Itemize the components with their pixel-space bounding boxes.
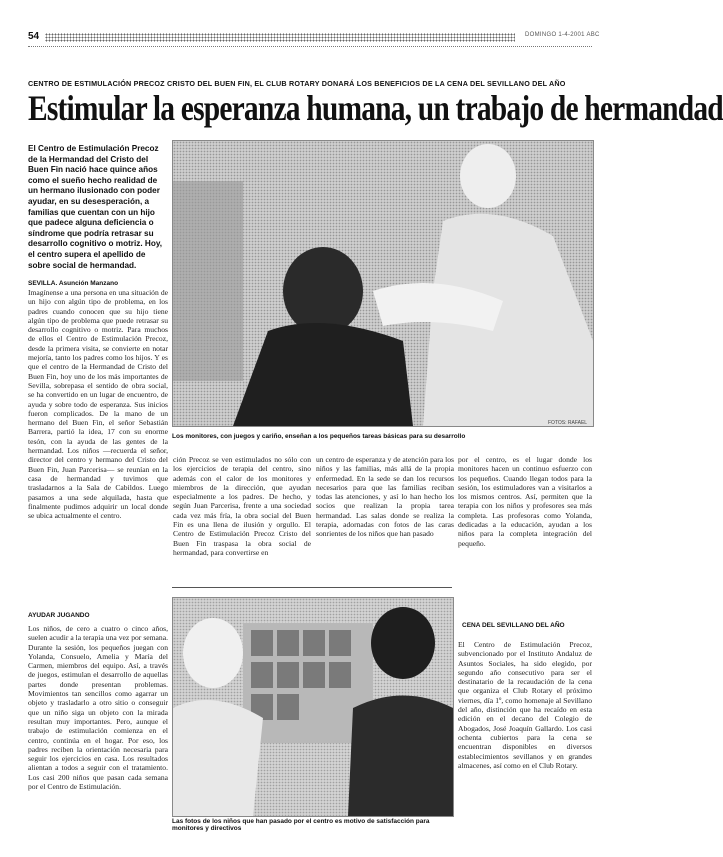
body-column-1b: Los niños, de cero a cuatro o cinco años, suelen acudir a la terapia una vez por semana. Durante la sesión, los pequeños juegan con Yolanda, Consuelo, Amelia y María del Carmen, miembros del equipo. Así, a través de juegos, estimulan el desarrollo de aquellas partes donde presentan problemas. Movimientos tan sencillos como agarrar un objeto y trasladarlo a otro sitio o conseguir que un niño siga un objeto con la mirada resultan muy importantes. Pero, aunque el trabajo de estimulación comienza en el centro, continúa en el hogar. Por eso, los padres reciben la orientación necesaria para seguir los ejercicios en casa. Los resultados alientan a todos a seguir con el tratamiento. Los casi 200 niños que pasan cada semana por el Centro de Estimulación. [28, 624, 168, 792]
byline: SEVILLA. Asunción Manzano [28, 280, 119, 287]
body-column-4: por el centro, es el lugar donde los monitores hacen un continuo esfuerzo con los pequeños. Cuando llegan todos para la sesión, los estimuladores van a visitarlos a los mismos centros. Así, permiten que la terapia con los niños y profesores sea más completa. Las profesoras como Yolanda, dedicadas a la educación, ayudan a los niños para la completa integración del pequeño. [458, 455, 592, 548]
main-photo-caption: Los monitores, con juegos y cariño, enseñan a los pequeños tareas básicas para su desarrollo [172, 433, 466, 440]
main-photo [172, 140, 594, 427]
dateline: DOMINGO 1-4-2001 ABC [525, 32, 600, 38]
secondary-photo [172, 597, 454, 817]
body-column-2: ción Precoz se ven estimulados no sólo con los ejercicios de terapia del centro, sino además con el calor de los monitores y miembros de la dirección, que ayudan especialmente a los padres. De hecho, y según Juan Parcerisa, frente a una sociedad cada vez más fría, la obra social del Buen Fin es una llena de ilusión y orgullo. El Centro de Estimulación Precoz Cristo del Buen Fin traspasa la obra social de hermandad, para convertirse en [173, 455, 311, 557]
body-column-4b: El Centro de Estimulación Precoz, subvencionado por el Instituto Andaluz de Asuntos Sociales, ha sido elegido, por segundo año consecutivo para ser el destinatario de la recaudación de la cena que organiza el Club Rotary el próximo viernes, día 1º, como homenaje al Sevillano del año, distinción que ha recaído en esta edición en el decano del Colegio de Abogados, José Joaquín Gallardo. Los casi ochenta cubiertos para la cena se encuentran disponibles en diversos establecimientos sevillanos y en grandes almacenes, así como en el Club Rotary. [458, 640, 592, 770]
subhead-ayudar-jugando: AYUDAR JUGANDO [28, 612, 90, 619]
body-column-3: un centro de esperanza y de atención para los niños y las familias, más allá de la propia enfermedad. En la sede se dan los recursos necesarios para que las familias reciban todas las atenciones, y así lo han hecho los socios que realizan la propia tarea hermandad. Las salas donde se realiza la terapia, adornadas con fotos de las caras sonrientes de los niños que han pasado [316, 455, 454, 539]
kicker: CENTRO DE ESTIMULACIÓN PRECOZ CRISTO DEL BUEN FIN, EL CLUB ROTARY DONARÁ LOS BENEFICIOS DE LA CENA DEL SEVILLANO DEL AÑO [28, 79, 566, 88]
photo-credit: FOTOS: RAFAEL [548, 420, 588, 426]
body-column-1: Imagínense a una persona en una situación de un hijo con algún tipo de problema, en los padres cuando conocen que su hijo tiene algún tipo de problema que puede retrasar su desarrollo cognitivo o motriz. Para muchos de ellos el Centro de Estimulación Precoz, desde la primera visita, se convierte en notar mejoría, tanto los padres como los hijos. Y es que el centro de la Hermandad de Cristo del Buen Fin, hoy uno de los más importantes de Sevilla, sobrepasa el sentido de obra social, se ha convertido en un lugar de encuentro, de ayuda y sobre todo de esperanza. Sus inicios fueron complicados. De la mano de un hermano del Buen Fin, el señor Sebastián Barrera, partió la idea, 17 con su enorme tesón, con la ayuda de las gentes de la hermandad. Los niños —recuerda el señor, director del centro y hermano del Cristo del Buen Fin, Juan Parcerisa— se reunían en la casa de hermandad y tuvimos que trasladarnos a la Sala de Cabildos. Luego pasamos a una sede alquilada, hasta que finalmente pudimos adquirir un local donde se ubica actualmente el centro. [28, 288, 168, 521]
page-number: 54 [28, 31, 40, 42]
headline: Estimular la esperanza humana, un trabajo de hermandad [28, 88, 723, 128]
lead-paragraph: El Centro de Estimulación Precoz de la Hermandad del Cristo del Buen Fin nació hace quince años como el sueño hecho realidad de un hermano ilusionado con poder ayudar, en su desesperación, a familias que cuentan con un hijo que padece alguna deficiencia o síndrome que podría retrasar su desarrollo cognitivo o motriz. Hoy, el centro supera el apellido de sobre social de hermandad. [28, 144, 163, 270]
header-band [45, 33, 515, 42]
header-rule [28, 46, 592, 47]
secondary-photo-caption: Las fotos de los niños que han pasado por el centro es motivo de satisfacción para monitores y directivos [172, 818, 430, 832]
photo-separator [172, 587, 452, 588]
subhead-cena-sevillano: CENA DEL SEVILLANO DEL AÑO [462, 622, 565, 629]
